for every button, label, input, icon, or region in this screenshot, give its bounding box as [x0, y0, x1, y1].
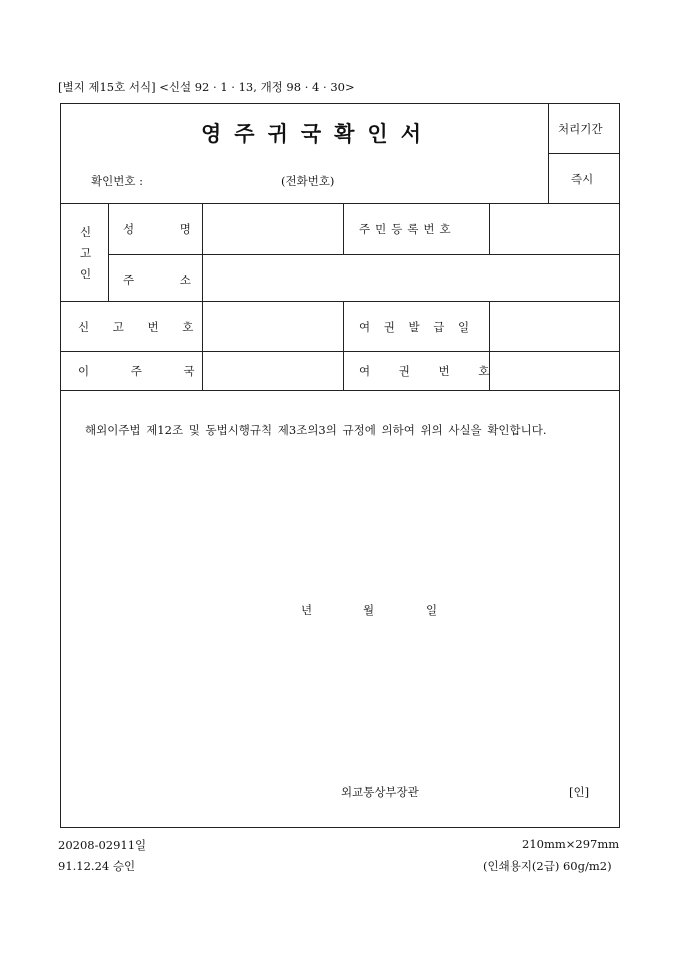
processing-period-value: 즉시 — [571, 172, 594, 186]
address-label: 주 소 — [123, 273, 191, 287]
reporter-label-char-3: 인 — [80, 267, 92, 281]
reporter-label-char-2: 고 — [80, 246, 92, 260]
passport-number-label: 여 권 번 호 — [359, 364, 490, 378]
date-day: 일 — [426, 603, 438, 617]
label-column-line — [202, 203, 203, 390]
form-frame — [60, 103, 620, 828]
header-bottom-line — [61, 203, 619, 204]
confirmation-statement: 해외이주법 제12조 및 동법시행규칙 제3조의3의 규정에 의하여 위의 사실을 확인합니다. — [85, 423, 547, 437]
reporter-label-column-line — [108, 203, 109, 301]
report-number-label: 신 고 번 호 — [78, 320, 194, 334]
emigration-country-label: 이 주 국 — [78, 364, 195, 378]
form-title: 영주귀국확인서 — [201, 121, 435, 146]
right-column-line-1 — [489, 203, 490, 254]
processing-period-label: 처리기간 — [558, 122, 603, 136]
seal-mark: [인] — [569, 785, 590, 799]
date-month: 월 — [363, 603, 375, 617]
processing-divider — [548, 153, 620, 154]
row3-bottom-line — [61, 390, 619, 391]
paper-spec: (인쇄용지(2급) 60g/m2) — [483, 859, 612, 873]
reporter-label-char-1: 신 — [80, 225, 92, 239]
row2-bottom-line — [61, 351, 619, 352]
processing-column-line — [548, 104, 549, 203]
resident-id-label: 주민등록번호 — [359, 222, 456, 236]
issuer-name: 외교통상부장관 — [341, 785, 419, 799]
reporter-mid-line — [108, 254, 619, 255]
reporter-bottom-line — [61, 301, 619, 302]
date-year: 년 — [301, 603, 313, 617]
name-label: 성 명 — [123, 222, 191, 236]
mid-column-line-2 — [343, 301, 344, 390]
paper-size: 210mm×297mm — [522, 837, 620, 851]
passport-issue-date-label: 여 권 발 급 일 — [359, 320, 475, 334]
form-note: [별지 제15호 서식] <신설 92 · 1 · 13, 개정 98 · 4 · 30> — [58, 80, 355, 94]
approval-date: 91.12.24 승인 — [58, 859, 136, 873]
confirm-number-label: 확인번호 : — [91, 174, 143, 188]
phone-label: (전화번호) — [281, 174, 335, 188]
mid-column-line-1 — [343, 203, 344, 254]
form-code: 20208-02911일 — [58, 838, 147, 852]
